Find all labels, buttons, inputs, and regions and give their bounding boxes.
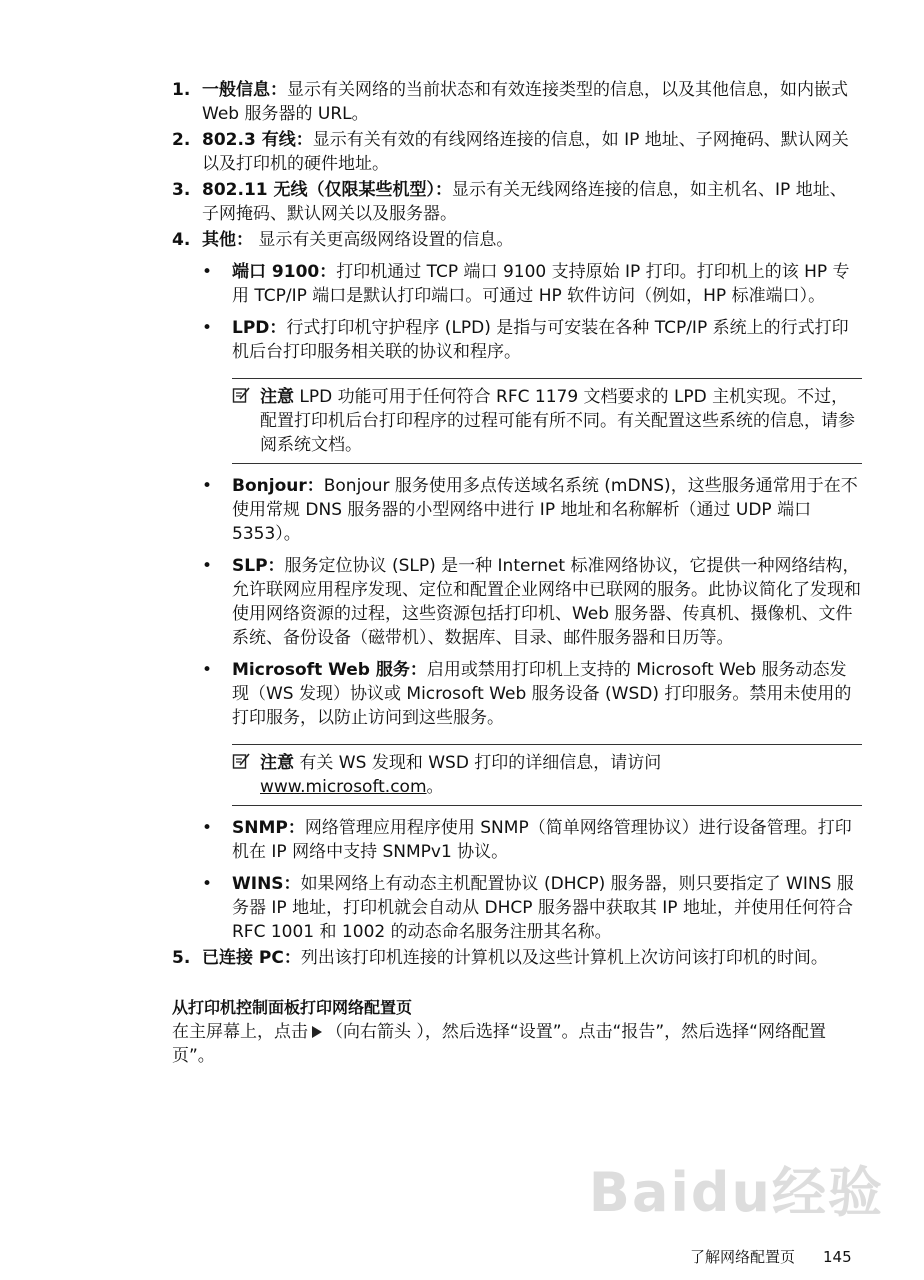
microsoft-link[interactable]: www.microsoft.com xyxy=(260,777,427,797)
bullet-label: LPD： xyxy=(232,318,287,338)
page-number: 145 xyxy=(823,1248,852,1266)
footer-section: 了解网络配置页 xyxy=(690,1248,796,1266)
section-heading: 从打印机控制面板打印网络配置页 xyxy=(172,998,413,1017)
bullet-marker: • xyxy=(202,660,213,680)
item-number: 2. xyxy=(172,130,191,150)
instruction-text xyxy=(172,1020,862,1068)
note-text: 有关 WS 发现和 WSD 打印的详细信息，请访问 xyxy=(299,753,662,773)
item-label: 802.3 有线： xyxy=(202,130,313,150)
bullet-marker: • xyxy=(202,556,213,576)
list-item-4 xyxy=(172,228,862,944)
item-label: 其他： xyxy=(202,230,253,250)
bullet-microsoft-web xyxy=(202,658,862,730)
note-text: LPD 功能可用于任何符合 RFC 1179 文档要求的 LPD 主机实现。不过，配置打印机后台打印程序的过程可能有所不同。有关配置这些系统的信息，请参阅系统文档。 xyxy=(260,387,855,455)
note-end: 。 xyxy=(426,777,444,797)
bullet-marker: • xyxy=(202,818,213,838)
item-label: 802.11 无线（仅限某些机型）： xyxy=(202,180,453,200)
item-text: 显示有关网络的当前状态和有效连接类型的信息，以及其他信息，如内嵌式 Web 服务器的 URL。 xyxy=(202,80,848,124)
bullet-marker: • xyxy=(202,476,213,496)
bullet-label: Microsoft Web 服务： xyxy=(232,660,427,680)
bullet-text: Bonjour 服务使用多点传送域名系统 (mDNS)，这些服务通常用于在不使用常规 DNS 服务器的小型网络中进行 IP 地址和名称解析（通过 UDP 端口 5353）。 xyxy=(232,476,858,544)
list-item-1 xyxy=(172,78,862,126)
list-item-5 xyxy=(172,946,862,970)
note-label: 注意 xyxy=(260,387,294,407)
right-arrow-icon xyxy=(312,1026,322,1038)
item-number: 3. xyxy=(172,180,191,200)
document-body xyxy=(172,78,862,1068)
bullet-marker: • xyxy=(202,874,213,894)
list-item-2 xyxy=(172,128,862,176)
bullet-lpd xyxy=(202,316,862,364)
bullet-bonjour xyxy=(202,474,862,546)
note-ws xyxy=(232,744,862,806)
item-text: 显示有关无线网络连接的信息，如主机名、IP 地址、子网掩码、默认网关以及服务器。 xyxy=(202,180,847,224)
item-number: 1. xyxy=(172,80,191,100)
bullet-port-9100 xyxy=(202,260,862,308)
item-text: 显示有关有效的有线网络连接的信息，如 IP 地址、子网掩码、默认网关以及打印机的硬件地址。 xyxy=(202,130,849,174)
item-label: 已连接 PC： xyxy=(202,948,301,968)
item-label: 一般信息： xyxy=(202,80,287,100)
note-label: 注意 xyxy=(260,753,294,773)
bullet-slp xyxy=(202,554,862,650)
page-footer xyxy=(690,1246,852,1267)
watermark-logo: Baidu经验 xyxy=(588,1161,884,1224)
note-icon xyxy=(232,386,250,404)
bullet-marker: • xyxy=(202,318,213,338)
bullet-snmp xyxy=(202,816,862,864)
bullet-label: 端口 9100： xyxy=(232,262,337,282)
bullet-text: 服务定位协议 (SLP) 是一种 Internet 标准网络协议，它提供一种网络结构，允许联网应用程序发现、定位和配置企业网络中已联网的服务。此协议简化了发现和使用网络资源的过程，这些资源包括打印机、Web 服务器、传真机、摄像机、文件系统、备份设备（磁带机）、数据库、目录、邮件服务器和日历等。 xyxy=(232,556,861,648)
bullet-text: 启用或禁用打印机上支持的 Microsoft Web 服务动态发现（WS 发现）协议或 Microsoft Web 服务设备 (WSD) 打印服务。禁用未使用的打印服务，以防止访问到这些服务。 xyxy=(232,660,852,728)
note-lpd xyxy=(232,378,862,464)
bullet-text: 行式打印机守护程序 (LPD) 是指与可安装在各种 TCP/IP 系统上的行式打印机后台打印服务相关联的协议和程序。 xyxy=(232,318,849,362)
item-text: 显示有关更高级网络设置的信息。 xyxy=(253,230,514,250)
list-item-3 xyxy=(172,178,862,226)
bullet-label: Bonjour： xyxy=(232,476,324,496)
instruction-before: 在主屏幕上，点击 xyxy=(172,1022,308,1042)
bullet-label: SLP： xyxy=(232,556,285,576)
note-icon xyxy=(232,752,250,770)
bullet-wins xyxy=(202,872,862,944)
instruction-after: （向右箭头 ），然后选择“设置”。点击“报告”，然后选择“网络配置页”。 xyxy=(172,1022,826,1066)
bullet-text: 网络管理应用程序使用 SNMP（简单网络管理协议）进行设备管理。打印机在 IP 网络中支持 SNMPv1 协议。 xyxy=(232,818,852,862)
item-number: 5. xyxy=(172,948,191,968)
item-text: 列出该打印机连接的计算机以及这些计算机上次访问该打印机的时间。 xyxy=(300,948,828,968)
bullet-marker: • xyxy=(202,262,213,282)
item-number: 4. xyxy=(172,230,191,250)
bullet-label: SNMP： xyxy=(232,818,305,838)
bullet-text: 打印机通过 TCP 端口 9100 支持原始 IP 打印。打印机上的该 HP 专用 TCP/IP 端口是默认打印端口。可通过 HP 软件访问（例如，HP 标准端口）。 xyxy=(232,262,850,306)
bullet-text: 如果网络上有动态主机配置协议 (DHCP) 服务器，则只要指定了 WINS 服务器 IP 地址，打印机就会自动从 DHCP 服务器中获取其 IP 地址，并使用任何符合 RFC 1001 和 1002 的动态命名服务注册其名称。 xyxy=(232,874,854,942)
bullet-label: WINS： xyxy=(232,874,301,894)
